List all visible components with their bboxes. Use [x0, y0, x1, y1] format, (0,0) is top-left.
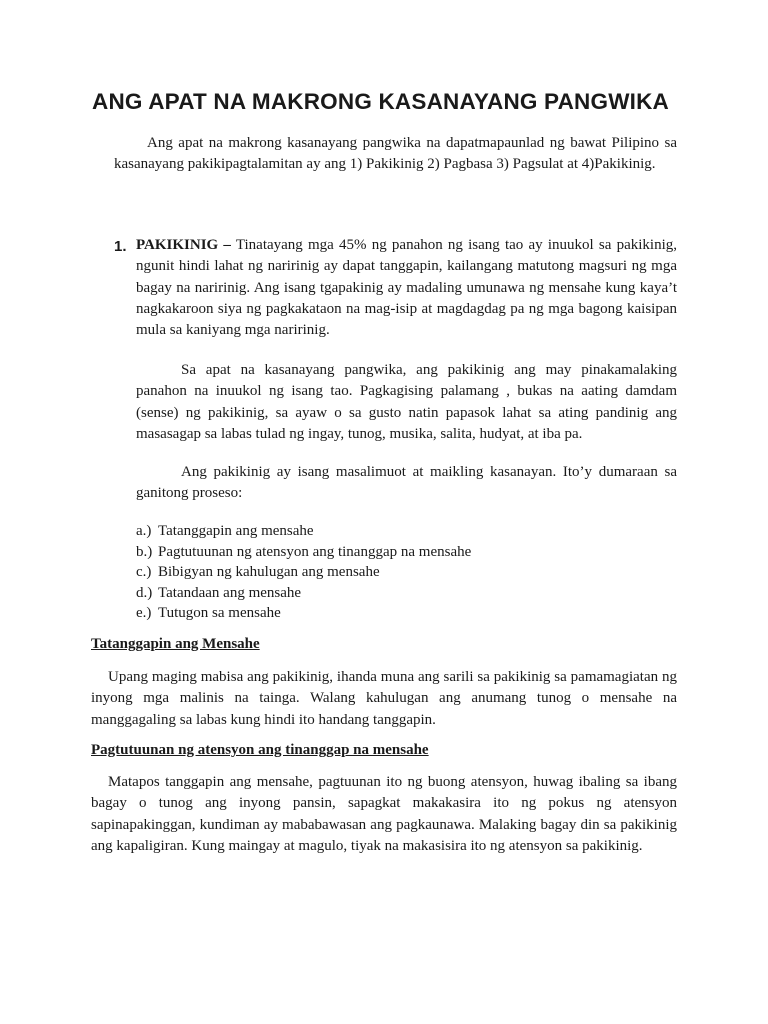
list-item	[136, 542, 616, 563]
pakikinig-paragraph-2: Sa apat na kasanayang pangwika, ang pakikinig ang may pinakamalaking panahon na inuukol ng isang tao. Pagkagising palamang , bukas na aating damdam (sense) ng pakikinig, sa ayaw o sa gusto natin papasok lahat sa ating pandinig ang masasagap sa labas tulad ng ingay, tunog, musika, salita, hudyat, at iba pa.	[136, 362, 677, 442]
list-item	[136, 583, 616, 604]
list-item	[136, 603, 616, 624]
pakikinig-paragraph-3: Ang pakikinig ay isang masalimuot at maikling kasanayan. Ito’y dumaraan sa ganitong proseso:	[136, 464, 677, 502]
list-item-text: Tutugon sa mensahe	[158, 605, 281, 621]
list-item-marker: a.)	[136, 523, 152, 539]
list-item-marker: b.)	[136, 543, 153, 560]
list-item-marker: c.)	[136, 564, 152, 580]
section-pagtutuunan-paragraph: Matapos tanggapin ang mensahe, pagtuunan ito ng buong atensyon, huwag ibaling sa ibang bagay o tunog ang inyong pansin, sapagkat makakasira ito ng pokus ng atensyon sapinapakinggan, kundiman ay mababawasan ang pagkaunawa. Malaking bagay din sa pakikinig ang kapaligiran. Kung maingay at magulo, tiyak na makasisira ito ng atensyon sa pakikinig.	[91, 774, 677, 854]
list-item-text: Tatandaan ang mensahe	[158, 584, 302, 601]
item-number: 1.	[114, 238, 127, 255]
list-item	[136, 521, 616, 542]
item-pakikinig-paragraph	[136, 235, 677, 341]
list-item	[136, 562, 616, 583]
section-heading-tatanggapin: Tatanggapin ang Mensahe	[91, 636, 260, 652]
section-heading-pagtutuunan: Pagtutuunan ng atensyon ang tinanggap na mensahe	[91, 742, 429, 758]
list-item-text: Tatanggapin ang mensahe	[158, 523, 314, 539]
list-item-marker: e.)	[136, 605, 152, 621]
item-lead-text: Tinatayang mga 45% ng panahon ng isang tao ay inuukol sa pakikinig, ngunit hindi lahat ng naririnig ay dapat tanggapin, kailangang matutong magsuri ng mga bagay na naririnig. Ang isang tgapakinig ay madaling umunawa ng mensahe kung kaya’t nagkakaroon siya ng pagkakataon na mag-isip at magdagdag pa ng mga bagong kaisipan mula sa kaniyang mga naririnig.	[136, 237, 677, 339]
document-title: ANG APAT NA MAKRONG KASANAYANG PANGWIKA	[92, 89, 669, 114]
list-item-text: Pagtutuunan ng atensyon ang tinanggap na mensahe	[158, 543, 472, 560]
item-lead-term: PAKIKINIG –	[136, 237, 231, 253]
list-item-text: Bibigyan ng kahulugan ang mensahe	[158, 564, 380, 580]
list-item-marker: d.)	[136, 584, 153, 601]
intro-paragraph: Ang apat na makrong kasanayang pangwika na dapatmapaunlad ng bawat Pilipino sa kasanayang pakikipagtalamitan ay ang 1) Pakikinig 2) Pagbasa 3) Pagsulat at 4)Pakikinig.	[114, 135, 677, 173]
process-steps-list	[136, 521, 616, 624]
section-tatanggapin-paragraph: Upang maging mabisa ang pakikinig, ihanda muna ang sarili sa pakikinig sa pamamagiatan ng inyong mga malinis na tainga. Walang kahulugan ang anumang tunog o mensahe na manggagaling sa labas kung hindi ito handang tanggapin.	[91, 669, 677, 728]
